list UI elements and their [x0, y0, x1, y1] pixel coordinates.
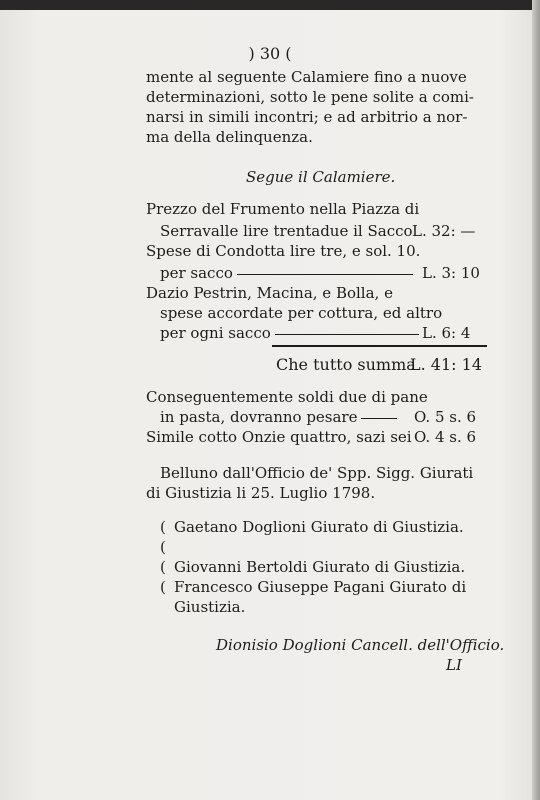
intro-line-3: narsi in simili incontri; e ad arbitrio a nor- [146, 108, 468, 126]
price-line-7-text: per ogni sacco [160, 324, 271, 342]
intro-line-4: ma della delinquenza. [146, 128, 313, 146]
intro-line-1: mente al seguente Calamiere fino a nuove [146, 68, 467, 86]
bread-line-2 [160, 408, 401, 426]
bread-line-2-text: in pasta, dovranno pesare [160, 408, 358, 426]
bread-line-1: Conseguentemente soldi due di pane [146, 388, 428, 406]
section-heading: Segue il Calamiere. [246, 168, 396, 186]
price-line-4 [160, 264, 417, 282]
price-line-7-value: L. 6: 4 [422, 324, 471, 342]
dateline-line-2: di Giustizia li 25. Luglio 1798. [146, 484, 376, 502]
price-line-7 [160, 324, 423, 342]
signatory-1: Gaetano Doglioni Giurato di Giustizia. [174, 518, 464, 536]
total-value: L. 41: 14 [410, 355, 482, 374]
price-line-1: Prezzo del Frumento nella Piazza di [146, 200, 420, 218]
price-line-4-text: per sacco [160, 264, 233, 282]
sum-rule [272, 345, 487, 347]
price-line-2-value: L. 32: — [412, 222, 476, 240]
signatory-3: Francesco Giuseppe Pagani Giurato di [174, 578, 467, 596]
signatory-2: Giovanni Bertoldi Giurato di Giustizia. [174, 558, 466, 576]
footer-mark: LI [446, 656, 462, 674]
price-line-6: spese accordate per cottura, ed altro [160, 304, 443, 322]
dotted-leader [237, 274, 413, 275]
bread-line-3: Simile cotto Onzie quattro, sazi sei [146, 428, 412, 446]
price-line-5: Dazio Pestrin, Macina, e Bolla, e [146, 284, 393, 302]
brace-mark: ( [160, 578, 166, 596]
dotted-leader [275, 334, 419, 335]
total-label: Che tutto summa [276, 355, 416, 374]
brace-mark: ( [160, 558, 166, 576]
dotted-leader [361, 418, 397, 419]
bread-line-3-value: O. 4 s. 6 [414, 428, 477, 446]
bread-line-2-value: O. 5 s. 6 [414, 408, 477, 426]
signatory-3-cont: Giustizia. [174, 598, 246, 616]
price-line-4-value: L. 3: 10 [422, 264, 480, 282]
page-number: ) 30 ( [248, 44, 292, 63]
price-line-3: Spese di Condotta lire tre, e sol. 10. [146, 242, 421, 260]
price-line-2: Serravalle lire trentadue il Sacco [160, 222, 413, 240]
intro-line-2: determinazioni, sotto le pene solite a comi- [146, 88, 474, 106]
dateline-line-1: Belluno dall'Officio de' Spp. Sigg. Giurati [160, 464, 474, 482]
scan-top-edge [0, 0, 540, 10]
scan-right-edge [532, 0, 540, 800]
brace-mark: ( [160, 518, 166, 536]
chancellor-signature: Dionisio Doglioni Cancell. dell'Officio. [216, 636, 505, 654]
brace-mark: ( [160, 538, 166, 556]
